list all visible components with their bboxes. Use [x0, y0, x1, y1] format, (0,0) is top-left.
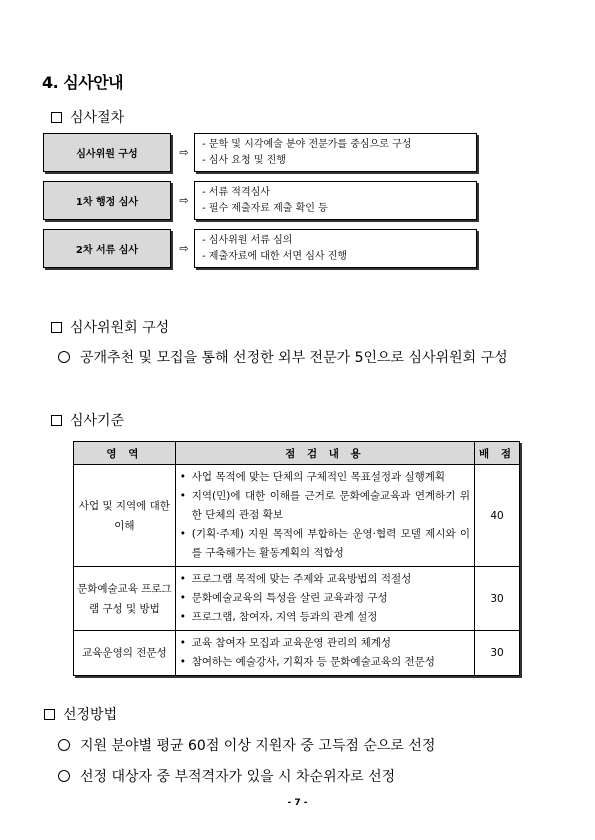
step-description [194, 181, 477, 220]
circle-bullet-icon [58, 739, 70, 751]
list-item [180, 589, 470, 608]
list-item-text: (기획·주제) 지원 목적에 부합하는 운영·협력 모델 제시와 이를 구축해가는 활동계획의 적합성 [191, 528, 471, 559]
list-item-text: 사업 목적에 맞는 단체의 구체적인 목표설정과 실행계획 [191, 471, 446, 483]
bullet-icon: • [179, 490, 186, 502]
committee-item-text: 공개추천 및 모집을 통해 선정한 외부 전문가 5인으로 심사위원회 구성 [80, 350, 508, 366]
bullet-icon: • [179, 528, 186, 540]
committee-title: 심사위원회 구성 [70, 320, 170, 336]
table-header-row [74, 442, 520, 465]
circle-bullet-icon [58, 351, 70, 363]
table-row [74, 465, 520, 567]
list-item [180, 468, 470, 487]
bullet-icon: • [179, 656, 186, 668]
selection-item-text: 선정 대상자 중 부적격자가 있을 시 차순위자로 선정 [80, 769, 396, 785]
list-item-text: 참여하는 예술강사, 기획자 등 문화예술교육의 전문성 [191, 656, 435, 668]
row-area: 사업 및 지역에 대한 이해 [74, 465, 176, 567]
selection-heading [44, 704, 117, 724]
row-score: 40 [475, 465, 520, 567]
selection-item [58, 766, 395, 786]
list-item [180, 570, 470, 589]
checkbox-square-icon [51, 322, 62, 333]
step-desc-line: - 심사 요청 및 진행 [202, 155, 286, 166]
list-item [180, 653, 470, 672]
right-arrow-icon: ⇨ [179, 146, 189, 159]
row-area: 문화예술교육 프로그램 구성 및 방법 [74, 567, 176, 631]
step-desc-line: - 문학 및 시각예술 분야 전문가를 중심으로 구성 [202, 139, 412, 150]
step-box-document-review [43, 229, 171, 268]
checkbox-square-icon [44, 709, 55, 720]
criteria-title: 심사기준 [70, 413, 125, 429]
procedure-heading [51, 107, 124, 127]
row-items [175, 567, 474, 631]
criteria-heading [51, 410, 124, 430]
list-item-text: 프로그램 목적에 맞는 주제와 교육방법의 적절성 [191, 573, 412, 585]
row-area: 교육운영의 전문성 [74, 631, 176, 676]
header-area: 영 역 [74, 442, 176, 465]
list-item-text: 문화예술교육의 특성을 살린 교육과정 구성 [191, 592, 388, 604]
bullet-icon: • [179, 573, 186, 585]
list-item [180, 608, 470, 627]
list-item-text: 지역(민)에 대한 이해를 근거로 문화예술교육과 연계하기 위한 단체의 관점 확보 [191, 490, 471, 521]
right-arrow-icon: ⇨ [179, 194, 189, 207]
criteria-table [73, 441, 520, 676]
list-item [180, 487, 470, 525]
bullet-icon: • [179, 637, 186, 649]
selection-item [58, 735, 435, 755]
list-item [180, 525, 470, 563]
checkbox-square-icon [51, 415, 62, 426]
bullet-icon: • [179, 471, 186, 483]
row-score: 30 [475, 631, 520, 676]
step-desc-line: - 서류 적격심사 [202, 187, 270, 198]
row-score: 30 [475, 567, 520, 631]
header-score: 배 점 [475, 442, 520, 465]
step-label: 1차 행정 심사 [75, 197, 139, 208]
bullet-icon: • [179, 592, 186, 604]
checkbox-square-icon [51, 112, 62, 123]
table-row [74, 631, 520, 676]
procedure-title: 심사절차 [70, 110, 125, 126]
step-label: 심사위원 구성 [76, 149, 138, 160]
committee-heading [51, 317, 169, 337]
row-items [175, 465, 474, 567]
step-desc-line: - 심사위원 서류 심의 [202, 235, 293, 246]
step-box-committee [43, 133, 171, 172]
step-description [194, 229, 477, 268]
bullet-icon: • [179, 611, 186, 623]
step-desc-line: - 필수 제출자료 제출 확인 등 [202, 203, 328, 214]
circle-bullet-icon [58, 770, 70, 782]
committee-item [58, 347, 508, 367]
page-section-heading: 4. 심사안내 [42, 73, 124, 92]
header-content: 점 검 내 용 [175, 442, 474, 465]
step-description [194, 133, 477, 172]
step-label: 2차 서류 심사 [75, 245, 139, 256]
list-item-text: 프로그램, 참여자, 지역 등과의 관계 설정 [191, 611, 378, 623]
step-box-admin-review [43, 181, 171, 220]
page-number: - 7 - [287, 798, 308, 808]
list-item [180, 634, 470, 653]
list-item-text: 교육 참여자 모집과 교육운영 관리의 체계성 [191, 637, 392, 649]
selection-title: 선정방법 [63, 707, 118, 723]
step-desc-line: - 제출자료에 대한 서면 심사 진행 [202, 251, 348, 262]
right-arrow-icon: ⇨ [179, 242, 189, 255]
table-row [74, 567, 520, 631]
selection-item-text: 지원 분야별 평균 60점 이상 지원자 중 고득점 순으로 선정 [80, 738, 436, 754]
row-items [175, 631, 474, 676]
